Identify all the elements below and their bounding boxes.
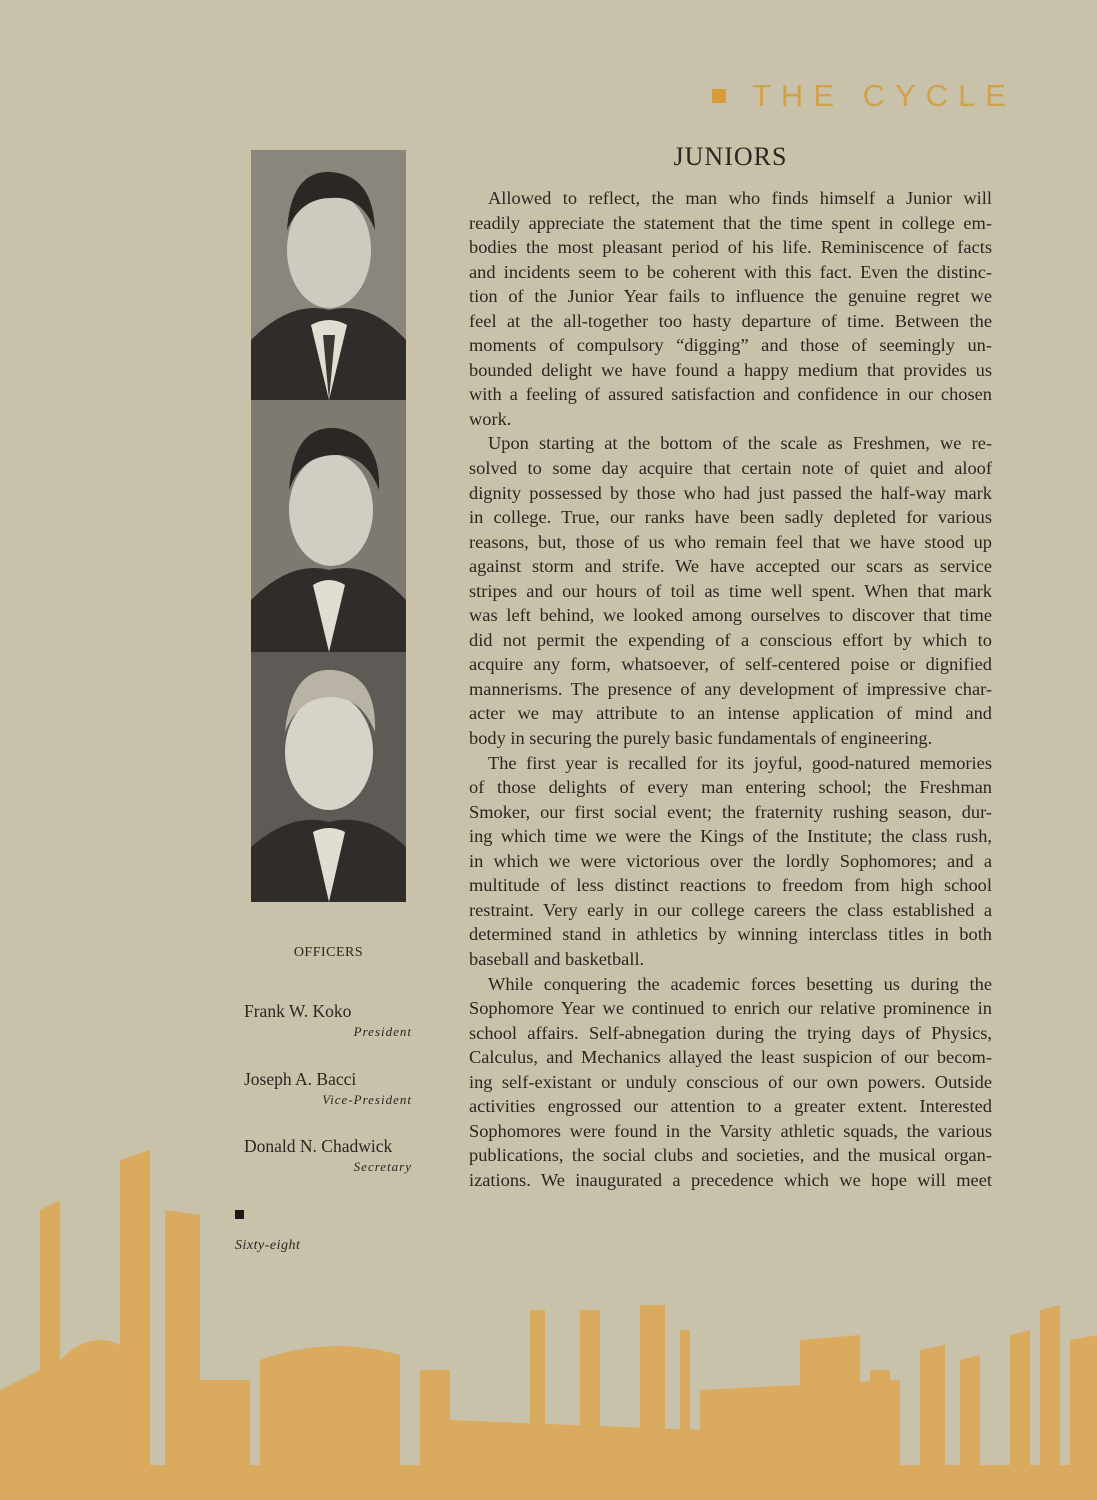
text-line: izations. We inaugurated a precedence which we hope will meet bbox=[469, 1169, 992, 1190]
paragraph bbox=[469, 751, 992, 972]
text-line: in which we were victorious over the lordly Sophomores; and a bbox=[469, 850, 992, 871]
text-line: bounded delight we have found a happy medium that provides us bbox=[469, 359, 992, 380]
portrait-image bbox=[251, 400, 406, 652]
officer-entry bbox=[244, 1001, 412, 1040]
officer-role: Vice-President bbox=[322, 1092, 412, 1107]
skyline-illustration bbox=[0, 1130, 1097, 1500]
officer-name: Frank W. Koko bbox=[244, 1001, 352, 1021]
text-line: solved to some day acquire that certain note of quiet and aloof bbox=[469, 458, 992, 479]
portrait-photo-1 bbox=[251, 150, 406, 400]
text-line: ing which time we were the Kings of the Institute; the class rush, bbox=[469, 826, 992, 847]
text-line: multitude of less distinct reactions to freedom from high school bbox=[469, 875, 992, 896]
officer-name: Donald N. Chadwick bbox=[244, 1136, 393, 1156]
text-line: moments of compulsory “digging” and those of seemingly un- bbox=[469, 335, 992, 356]
text-line: was left behind, we looked among ourselves to discover that time bbox=[469, 605, 992, 626]
portrait-photo-3 bbox=[251, 652, 406, 902]
text-line: restraint. Very early in our college careers the class established a bbox=[469, 899, 992, 920]
text-line: readily appreciate the statement that the time spent in college em- bbox=[469, 212, 992, 233]
paragraph bbox=[469, 431, 992, 750]
text-line: in college. True, our ranks have been sadly depleted for various bbox=[469, 507, 992, 528]
text-line: ing self-existant or unduly conscious of our own powers. Outside bbox=[469, 1071, 992, 1092]
text-line: Smoker, our first social event; the fraternity rushing season, dur- bbox=[469, 801, 992, 822]
text-line: school affairs. Self-abnegation during the trying days of Physics, bbox=[469, 1022, 992, 1043]
page-title: JUNIORS bbox=[673, 142, 788, 171]
officer-entry bbox=[244, 1069, 412, 1108]
paragraph bbox=[469, 186, 992, 431]
text-line: Upon starting at the bottom of the scale as Freshmen, we re- bbox=[488, 433, 992, 454]
portrait-image bbox=[251, 150, 406, 400]
text-line: with a feeling of assured satisfaction and confidence in our chosen bbox=[469, 384, 992, 405]
text-line: stripes and our hours of toil as time well spent. When that mark bbox=[469, 580, 992, 601]
text-line: of those delights of every man entering school; the Freshman bbox=[469, 777, 992, 798]
text-line: work. bbox=[469, 408, 512, 429]
text-line: and incidents seem to be coherent with this fact. Even the distinc- bbox=[469, 261, 992, 282]
portrait-photo-2 bbox=[251, 400, 406, 652]
officer-role: President bbox=[353, 1024, 412, 1039]
text-line: reasons, but, those of us who remain feel that we have stood up bbox=[469, 531, 992, 552]
text-line: feel at the all-together too hasty departure of time. Between the bbox=[469, 310, 992, 331]
running-head bbox=[712, 78, 1016, 114]
text-line: tion of the Junior Year fails to influence the genuine regret we bbox=[469, 286, 992, 307]
text-line: mannerisms. The presence of any development of impressive char- bbox=[469, 678, 992, 699]
officer-role: Secretary bbox=[353, 1159, 412, 1174]
article-body bbox=[469, 186, 992, 1192]
text-line: publications, the social clubs and societies, and the musical organ- bbox=[469, 1145, 992, 1166]
text-line: Calculus, and Mechanics allayed the least suspicion of our becom- bbox=[469, 1047, 992, 1068]
text-line: did not permit the expending of a conscious effort by which to bbox=[469, 629, 992, 650]
text-line: Sophomores were found in the Varsity athletic squads, the various bbox=[469, 1120, 992, 1141]
text-line: baseball and basketball. bbox=[469, 948, 645, 969]
text-line: Allowed to reflect, the man who finds himself a Junior will bbox=[488, 188, 992, 208]
officers-heading: OFFICERS bbox=[293, 945, 364, 960]
text-line: body in securing the purely basic fundamentals of engineering. bbox=[469, 728, 933, 749]
text-line: bodies the most pleasant period of his life. Reminiscence of facts bbox=[469, 237, 992, 258]
text-line: acquire any form, whatsoever, of self-centered poise or dignified bbox=[469, 654, 992, 675]
text-line: acter we may attribute to an intense application of mind and bbox=[469, 703, 992, 724]
portrait-image bbox=[251, 652, 406, 902]
square-ornament-icon bbox=[712, 89, 726, 103]
officer-name: Joseph A. Bacci bbox=[244, 1069, 357, 1089]
text-line: Sophomore Year we continued to enrich our relative prominence in bbox=[469, 998, 992, 1019]
text-line: While conquering the academic forces besetting us during the bbox=[488, 973, 992, 994]
text-line: activities engrossed our attention to a greater extent. Interested bbox=[469, 1096, 992, 1117]
text-line: against storm and strife. We have accepted our scars as service bbox=[469, 556, 992, 577]
page-number: Sixty-eight bbox=[235, 1238, 301, 1253]
text-line: determined stand in athletics by winning interclass titles in both bbox=[469, 924, 992, 945]
text-line: dignity possessed by those who had just passed the half-way mark bbox=[469, 482, 992, 503]
running-head-title: THE CYCLE bbox=[752, 78, 1016, 113]
text-line: The first year is recalled for its joyful, good-natured memories bbox=[488, 752, 992, 773]
